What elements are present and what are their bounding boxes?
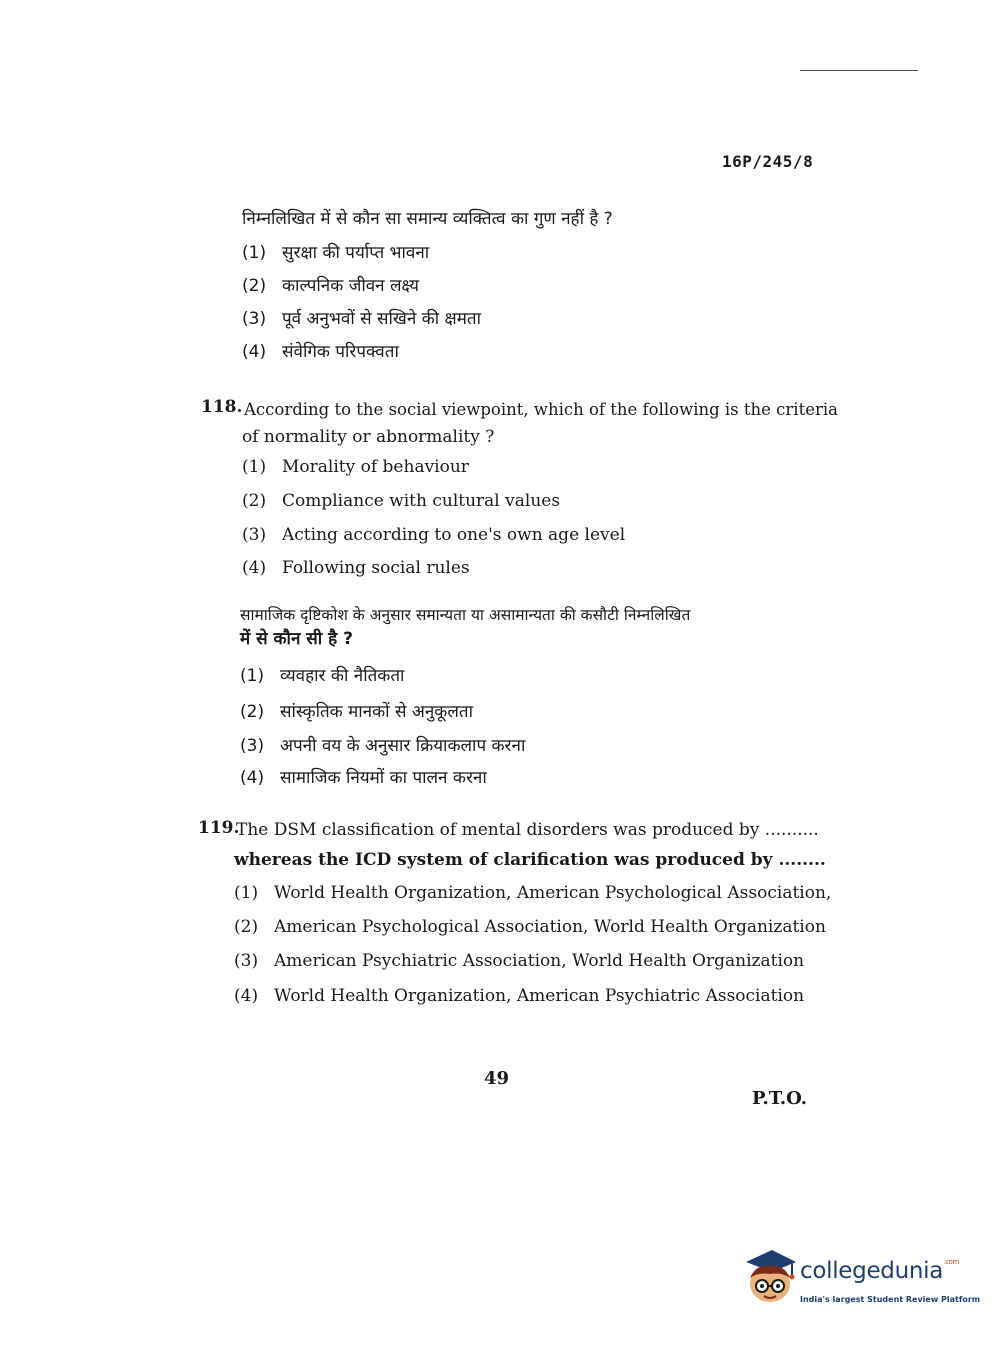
- q118-hindi-question-line2: में से कौन सी है ?: [240, 629, 353, 649]
- q118-option-2: (2) Compliance with cultural values: [242, 491, 561, 511]
- q118-option-1: (1) Morality of behaviour: [242, 457, 469, 477]
- q119-option-4: (4) World Health Organization, American Psychiatric Association: [234, 986, 805, 1006]
- page-code: 16P/245/8: [722, 152, 814, 171]
- mascot-icon: [742, 1248, 798, 1308]
- q119-question-line2: whereas the ICD system of clarification was produced by ........: [234, 850, 826, 870]
- q117-hindi-option-4: (4) संवेगिक परिपक्वता: [242, 342, 399, 362]
- top-rule: [800, 70, 918, 71]
- q118-question-line1: According to the social viewpoint, which of the following is the criteria: [244, 400, 838, 419]
- q117-hindi-question: निम्नलिखित में से कौन सा समान्य व्यक्तित्व का गुण नहीं है ?: [242, 209, 613, 229]
- q118-hindi-option-3: (3) अपनी वय के अनुसार क्रियाकलाप करना: [240, 736, 526, 756]
- logo-brand: collegedunia$^{.com}$: [800, 1258, 960, 1284]
- q118-hindi-question-line1: सामाजिक दृष्टिकोश के अनुसार समान्यता या असामान्यता की कसौटी निम्नलिखित: [240, 606, 691, 624]
- q118-hindi-option-1: (1) व्यवहार की नैतिकता: [240, 666, 405, 686]
- q118-option-4: (4) Following social rules: [242, 558, 470, 578]
- q119-number: 119.: [198, 818, 240, 838]
- q118-option-3: (3) Acting according to one's own age level: [242, 525, 626, 545]
- q117-hindi-option-2: (2) काल्पनिक जीवन लक्ष्य: [242, 276, 419, 296]
- q119-option-2: (2) American Psychological Association, World Health Organization: [234, 917, 826, 937]
- q119-option-3: (3) American Psychiatric Association, World Health Organization: [234, 951, 805, 971]
- q118-hindi-option-2: (2) सांस्कृतिक मानकों से अनुकूलता: [240, 702, 473, 722]
- q118-question-line2: of normality or abnormality ?: [242, 427, 495, 447]
- q119-question-line1: The DSM classification of mental disorders was produced by ..........: [236, 820, 819, 840]
- q117-hindi-option-3: (3) पूर्व अनुभवों से सखिने की क्षमता: [242, 309, 481, 329]
- q117-hindi-option-1: (1) सुरक्षा की पर्याप्त भावना: [242, 243, 430, 263]
- logo-tagline: India's largest Student Review Platform: [800, 1295, 981, 1304]
- page-number: 49: [484, 1068, 510, 1089]
- q118-hindi-option-4: (4) सामाजिक नियमों का पालन करना: [240, 768, 487, 788]
- q118-number: 118.: [201, 397, 243, 417]
- q119-option-1: (1) World Health Organization, American Psychological Association,: [234, 883, 832, 903]
- pto-label: P.T.O.: [752, 1088, 808, 1109]
- collegedunia-logo: [742, 1248, 981, 1313]
